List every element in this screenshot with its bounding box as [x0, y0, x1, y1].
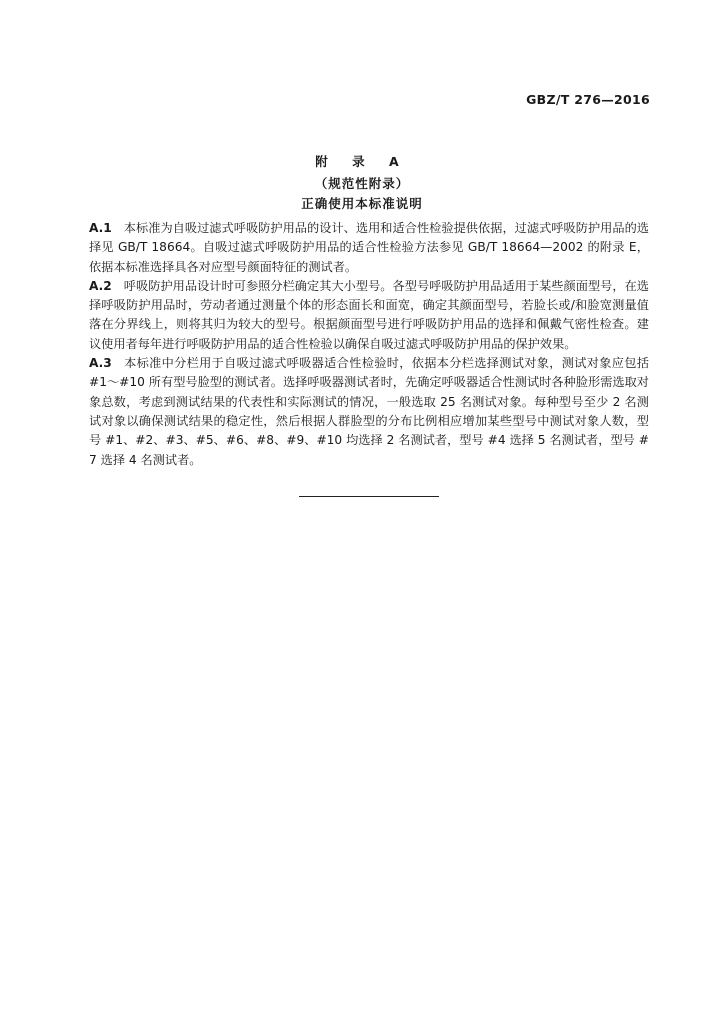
paragraph-number: A.1: [89, 221, 112, 235]
standard-code: GBZ/T 276—2016: [526, 92, 650, 107]
paragraph-number: A.3: [89, 356, 112, 371]
appendix-subtitle: 正确使用本标准说明: [301, 196, 423, 211]
paragraph-number: A.2: [89, 278, 112, 293]
paragraph-text: 呼吸防护用品设计时可参照分栏确定其大小型号。各型号呼吸防护用品适用于某些颜面型号，在选择呼吸防护用品时，劳动者通过测量个体的形态面长和面宽，确定其颜面型号，若脸长或/和脸宽测量值落在分界线上，则将其归为较大的型号。根据颜面型号进行呼吸防护用品的选择和佩戴气密性检查。建议使用者每年进行呼吸防护用品的适合性检验以确保自吸过滤式呼吸防护用品的保护效果。: [89, 278, 649, 351]
paragraph-a2: [89, 277, 649, 354]
appendix-title: 附 录 A: [315, 154, 409, 169]
paragraph-text: 本标准中分栏用于自吸过滤式呼吸器适合性检验时，依据本分栏选择测试对象，测试对象应包括 #1～#10 所有型号脸型的测试者。选择呼吸器测试者时，先确定呼吸器适合性测试时各种脸形需选取对象总数，考虑到测试结果的代表性和实际测试的情况，一般选取 25 名测试对象。每种型号至少 2 名测试对象以确保测试结果的稳定性，然后根据人群脸型的分布比例相应增加某些型号中测试对象人数，型号 #1、#2、#3、#5、#6、#8、#9、#10 均选择 2 名测试者，型号 #4 选择 5 名测试者，型号 #7 选择 4 名测试者。: [89, 356, 649, 467]
appendix-type: （规范性附录）: [314, 176, 410, 191]
paragraph-a3: [89, 354, 649, 470]
paragraph-text: 本标准为自吸过滤式呼吸防护用品的设计、选用和适合性检验提供依据，过滤式呼吸防护用品的选择见 GB/T 18664。自吸过滤式呼吸防护用品的适合性检验方法参见 GB/T 18664—2002 的附录 E，依据本标准选择具各对应型号颜面特征的测试者。: [89, 221, 649, 274]
end-rule: [299, 496, 439, 497]
appendix-body: [89, 219, 649, 470]
paragraph-a1: [89, 219, 649, 277]
